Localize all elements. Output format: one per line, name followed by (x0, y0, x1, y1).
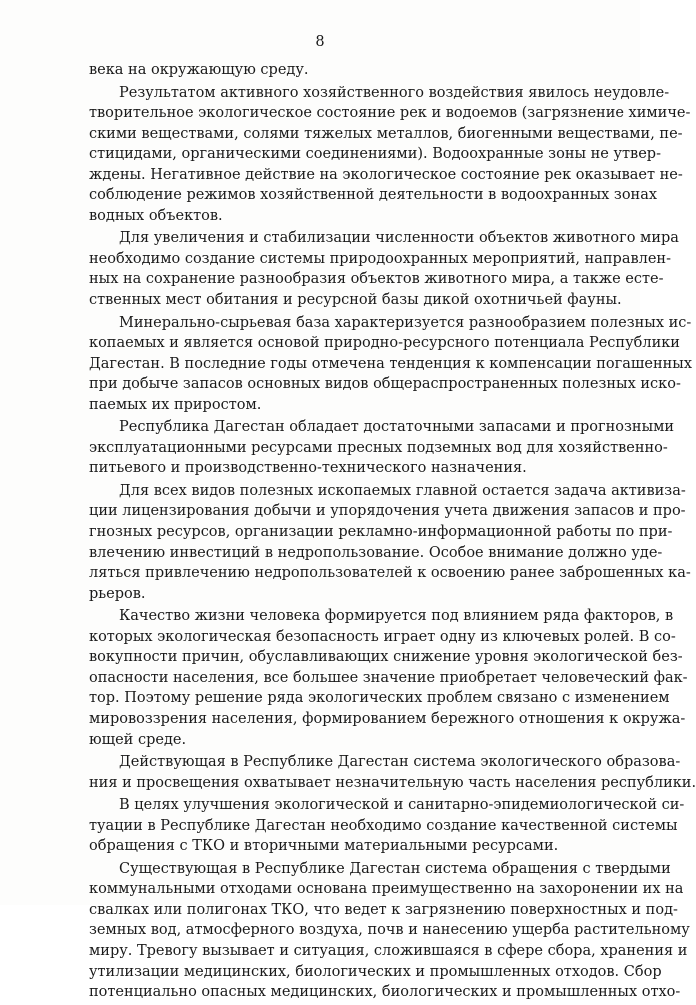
text-line: ждены. Негативное действие на экологическое состояние рек оказывает не- (89, 166, 683, 183)
text-line: ляться привлечению недропользователей к освоению ранее заброшенных ка- (89, 565, 691, 582)
text-line: стицидами, органическими соединениями). Водоохранные зоны не утвер- (89, 146, 661, 163)
text-line: утилизации медицинских, биологических и промышленных отходов. Сбор (89, 963, 662, 980)
text-line: необходимо создание системы природоохранных мероприятий, направлен- (89, 250, 671, 267)
paragraph (89, 606, 688, 750)
text-line: тор. Поэтому решение ряда экологических проблем связано с изменением (89, 690, 670, 707)
text-line: Для всех видов полезных ископаемых главной остается задача активиза- (119, 482, 686, 499)
paragraph (89, 83, 691, 227)
text-line: Существующая в Республике Дагестан система обращения с твердыми (119, 860, 671, 877)
text-line: ющей среде. (89, 731, 187, 748)
text-line: опасности населения, все большее значение приобретает человеческий фак- (89, 669, 688, 686)
paragraph (89, 313, 693, 416)
text-line: миру. Тревогу вызывает и ситуация, сложившаяся в сфере сбора, хранения и (89, 942, 688, 959)
text-line: Результатом активного хозяйственного воздействия явилось неудовле- (119, 84, 670, 101)
text-line: ственных мест обитания и ресурсной базы дикой охотничьей фауны. (89, 292, 622, 309)
text-line: копаемых и является основой природно-ресурсного потенциала Республики (89, 335, 680, 352)
text-line: ных на сохранение разнообразия объектов животного мира, а также есте- (89, 271, 664, 288)
text-line: потенциально опасных медицинских, биологических и промышленных отхо- (89, 984, 681, 1001)
text-line: вокупности причин, обуславливающих снижение уровня экологической без- (89, 649, 683, 666)
text-line: Качество жизни человека формируется под влиянием ряда факторов, в (119, 608, 674, 625)
paragraph (89, 60, 597, 81)
text-line: эксплуатационными ресурсами пресных подземных вод для хозяйственно- (89, 439, 668, 456)
text-line: которых экологическая безопасность играет одну из ключевых ролей. В со- (89, 628, 676, 645)
text-line: века на окружающую среду. (89, 62, 309, 78)
text-line: водных объектов. (89, 207, 223, 224)
paragraph (89, 795, 685, 857)
paragraph (89, 859, 690, 1003)
text-line: мировоззрения населения, формированием бережного отношения к окружа- (89, 710, 686, 727)
paragraph (89, 417, 675, 479)
paragraph (89, 228, 679, 310)
text-line: творительное экологическое состояние рек и водоемов (загрязнение химиче- (89, 105, 691, 122)
text-line: соблюдение режимов хозяйственной деятельности в водоохранных зонах (89, 187, 658, 204)
text-line: В целях улучшения экологической и санитарно-эпидемиологической си- (119, 797, 685, 814)
text-line: гнозных ресурсов, организации рекламно-информационной работы по при- (89, 524, 673, 541)
text-line: Республика Дагестан обладает достаточными запасами и прогнозными (119, 419, 675, 436)
paragraph (89, 481, 691, 604)
text-line: туации в Республике Дагестан необходимо создание качественной системы (89, 817, 678, 834)
text-line: Минерально-сырьевая база характеризуется разнообразием полезных ис- (119, 314, 692, 331)
text-line: Действующая в Республике Дагестан система экологического образова- (119, 754, 681, 771)
text-line: рьеров. (89, 585, 146, 602)
text-line: свалках или полигонах ТКО, что ведет к загрязнению поверхностных и под- (89, 901, 678, 918)
text-line: паемых их приростом. (89, 396, 262, 413)
text-line: при добыче запасов основных видов общераспространенных полезных иско- (89, 376, 681, 393)
page-number: 8 (315, 34, 325, 50)
text-line: питьевого и производственно-технического назначения. (89, 460, 527, 477)
text-line: Для увеличения и стабилизации численности объектов животного мира (119, 230, 679, 247)
text-line: ции лицензирования добычи и упорядочения учета движения запасов и про- (89, 503, 686, 520)
text-line: коммунальными отходами основана преимущественно на захоронении их на (89, 881, 684, 898)
text-line: земных вод, атмосферного воздуха, почв и нанесению ущерба растительному (89, 922, 690, 939)
text-line: Дагестан. В последние годы отмечена тенденция к компенсации погашенных (89, 355, 693, 372)
body-text (89, 60, 696, 1005)
paragraph (89, 752, 696, 793)
text-line: влечению инвестиций в недропользование. Особое внимание должно уде- (89, 544, 663, 561)
text-line: скими веществами, солями тяжелых металлов, биогенными веществами, пе- (89, 125, 683, 142)
text-line: обращения с ТКО и вторичными материальными ресурсами. (89, 838, 559, 855)
text-line: ния и просвещения охватывает незначительную часть населения республики. (89, 774, 696, 791)
